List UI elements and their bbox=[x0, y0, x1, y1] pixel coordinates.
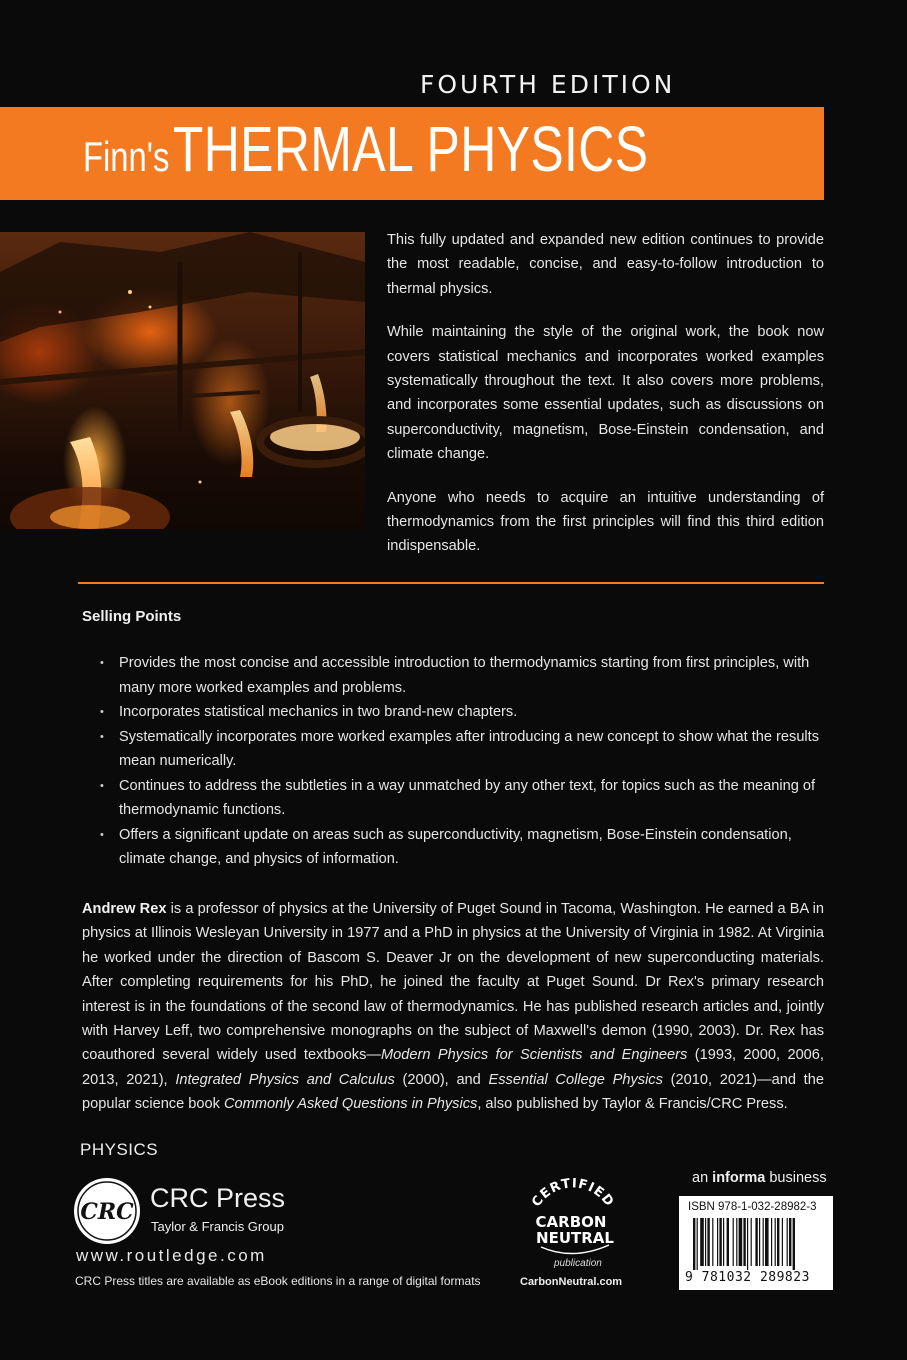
intro-paragraph-2: While maintaining the style of the original work, the book now covers statistical mechanics and incorporates worked examples systematically throughout the text. It also covers more problems, and incorporates some essential updates, such as discussions on superconductivity, magnetism, Bose-Einstein condensation, and climate change. bbox=[387, 324, 824, 463]
molten-steel-foundry-photo bbox=[0, 232, 365, 529]
barcode-bar bbox=[751, 1218, 752, 1266]
barcode-bar bbox=[727, 1218, 729, 1266]
barcode-bar bbox=[765, 1218, 769, 1266]
barcode-bar bbox=[743, 1218, 745, 1266]
bio-text: (2010, 2021)—and the popular science book bbox=[82, 1071, 824, 1113]
barcode-bar bbox=[717, 1218, 718, 1266]
barcode-bar bbox=[793, 1218, 795, 1270]
book-title-ref: Essential College Physics bbox=[488, 1071, 663, 1088]
book-title-ref: Commonly Asked Questions in Physics bbox=[223, 1096, 478, 1113]
title-main: THERMAL PHYSICS bbox=[172, 113, 649, 185]
barcode-bar bbox=[719, 1218, 721, 1266]
carbon-neutral-website: CarbonNeutral.com bbox=[520, 1276, 623, 1288]
publisher-group: Taylor & Francis Group bbox=[151, 1219, 284, 1234]
barcode-bar bbox=[733, 1218, 734, 1266]
selling-point-item: • Continues to address the subtleties in a way unmatched by any other text, for topics such as the meaning of thermodynamic functions. bbox=[100, 774, 830, 823]
author-name: Andrew Rex bbox=[82, 901, 167, 917]
barcode-bar bbox=[771, 1218, 772, 1266]
bio-text: (2000), and bbox=[394, 1071, 489, 1088]
title-prefix: Finn's bbox=[83, 133, 170, 180]
barcode-bar bbox=[787, 1218, 788, 1266]
barcode-bar bbox=[736, 1218, 737, 1266]
barcode-bar bbox=[739, 1218, 743, 1266]
barcode-bar bbox=[705, 1218, 706, 1266]
cn-certified-text: CERTIFIED bbox=[529, 1176, 617, 1210]
ebook-note: CRC Press titles are available as eBook editions in a range of digital formats bbox=[75, 1274, 481, 1288]
crc-logo-text: CRC bbox=[80, 1199, 134, 1225]
barcode-bar bbox=[775, 1218, 776, 1266]
cn-carbon-text: CARBON bbox=[535, 1213, 607, 1231]
barcode-bar bbox=[777, 1218, 779, 1266]
barcode-bar bbox=[723, 1218, 724, 1266]
isbn-label: ISBN 978-1-032-28982-3 bbox=[688, 1201, 817, 1213]
intro-paragraph-1: This fully updated and expanded new edition continues to provide the most readable, concise, and easy-to-follow introduction to thermal physics. bbox=[387, 232, 824, 297]
barcode-digits: 9 781032 289823 bbox=[685, 1270, 810, 1285]
barcode-bar bbox=[763, 1218, 764, 1266]
publisher-name: CRC Press bbox=[150, 1183, 286, 1213]
carbon-neutral-publication: publication bbox=[554, 1258, 602, 1269]
barcode-bar bbox=[712, 1218, 713, 1266]
barcode-bar bbox=[707, 1218, 709, 1266]
informa-business-label bbox=[692, 1170, 827, 1186]
crc-press-logo-icon bbox=[73, 1177, 141, 1245]
edition-label: FOURTH EDITION bbox=[420, 70, 676, 99]
bio-text: (1993, 2000, 2006, 2013, 2021), bbox=[82, 1047, 824, 1088]
intro-paragraph-3: Anyone who needs to acquire an intuitive understanding of thermodynamics from the first principles will find this third edition indispensable. bbox=[387, 489, 824, 555]
barcode-bar bbox=[697, 1218, 698, 1270]
book-title-ref: Integrated Physics and Calculus bbox=[175, 1071, 395, 1088]
selling-points-list bbox=[100, 651, 830, 872]
barcode-bar bbox=[759, 1218, 760, 1266]
orange-divider bbox=[78, 582, 824, 584]
barcode-bar bbox=[700, 1218, 704, 1266]
barcode-bar bbox=[789, 1218, 791, 1266]
bio-text: is a professor of physics at the University of Puget Sound in Tacoma, Washington. He earned a BA in physics at Illinois Wesleyan University in 1977 and a PhD in physics at the University of Virginia in 1982. At Virginia he worked under the direction of Bascom S. Deaver Jr on the development of new superconducting materials. After completing requirements for his PhD, he joined the faculty at Puget Sound. Dr Rex's primary research interest is in the foundations of the second law of thermodynamics. He has published research articles and, jointly with Harvey Leff, two comprehensive monographs on the subject of Maxwell's demon (1990, 2003). Dr. Rex has coauthored several widely used textbooks— bbox=[82, 901, 824, 1064]
publisher-website: www.routledge.com bbox=[76, 1246, 267, 1265]
barcode-bar bbox=[693, 1218, 695, 1270]
informa-prefix: an bbox=[692, 1170, 713, 1186]
barcode-bar bbox=[747, 1218, 748, 1270]
svg-text:CERTIFIED bbox=[529, 1176, 617, 1210]
subject-category: PHYSICS bbox=[80, 1140, 159, 1159]
selling-point-item: • Systematically incorporates more worked examples after introducing a new concept to show what the results mean numerically. bbox=[100, 725, 830, 774]
informa-brand: informa bbox=[712, 1170, 766, 1186]
barcode-bar bbox=[782, 1218, 783, 1266]
selling-point-item: • Offers a significant update on areas such as superconductivity, magnetism, Bose-Einstein condensation, climate change, and physics of information. bbox=[100, 823, 830, 872]
intro-text bbox=[387, 228, 824, 578]
book-title bbox=[83, 112, 648, 186]
selling-point-item: • Incorporates statistical mechanics in two brand-new chapters. bbox=[100, 700, 830, 725]
book-title-ref: Modern Physics for Scientists and Engineers bbox=[380, 1047, 688, 1064]
selling-point-item: • Provides the most concise and accessible introduction to thermodynamics starting from first principles, with many more worked examples and problems. bbox=[100, 651, 830, 700]
cn-neutral-text: NEUTRAL bbox=[536, 1229, 614, 1247]
barcode-bar bbox=[755, 1218, 757, 1266]
author-bio bbox=[82, 897, 824, 1117]
isbn-barcode-icon bbox=[693, 1218, 825, 1270]
bio-text: , also published by Taylor & Francis/CRC Press. bbox=[477, 1096, 788, 1113]
informa-suffix: business bbox=[765, 1170, 827, 1186]
selling-points-heading: Selling Points bbox=[82, 608, 182, 625]
carbon-neutral-logo-icon bbox=[513, 1175, 633, 1289]
